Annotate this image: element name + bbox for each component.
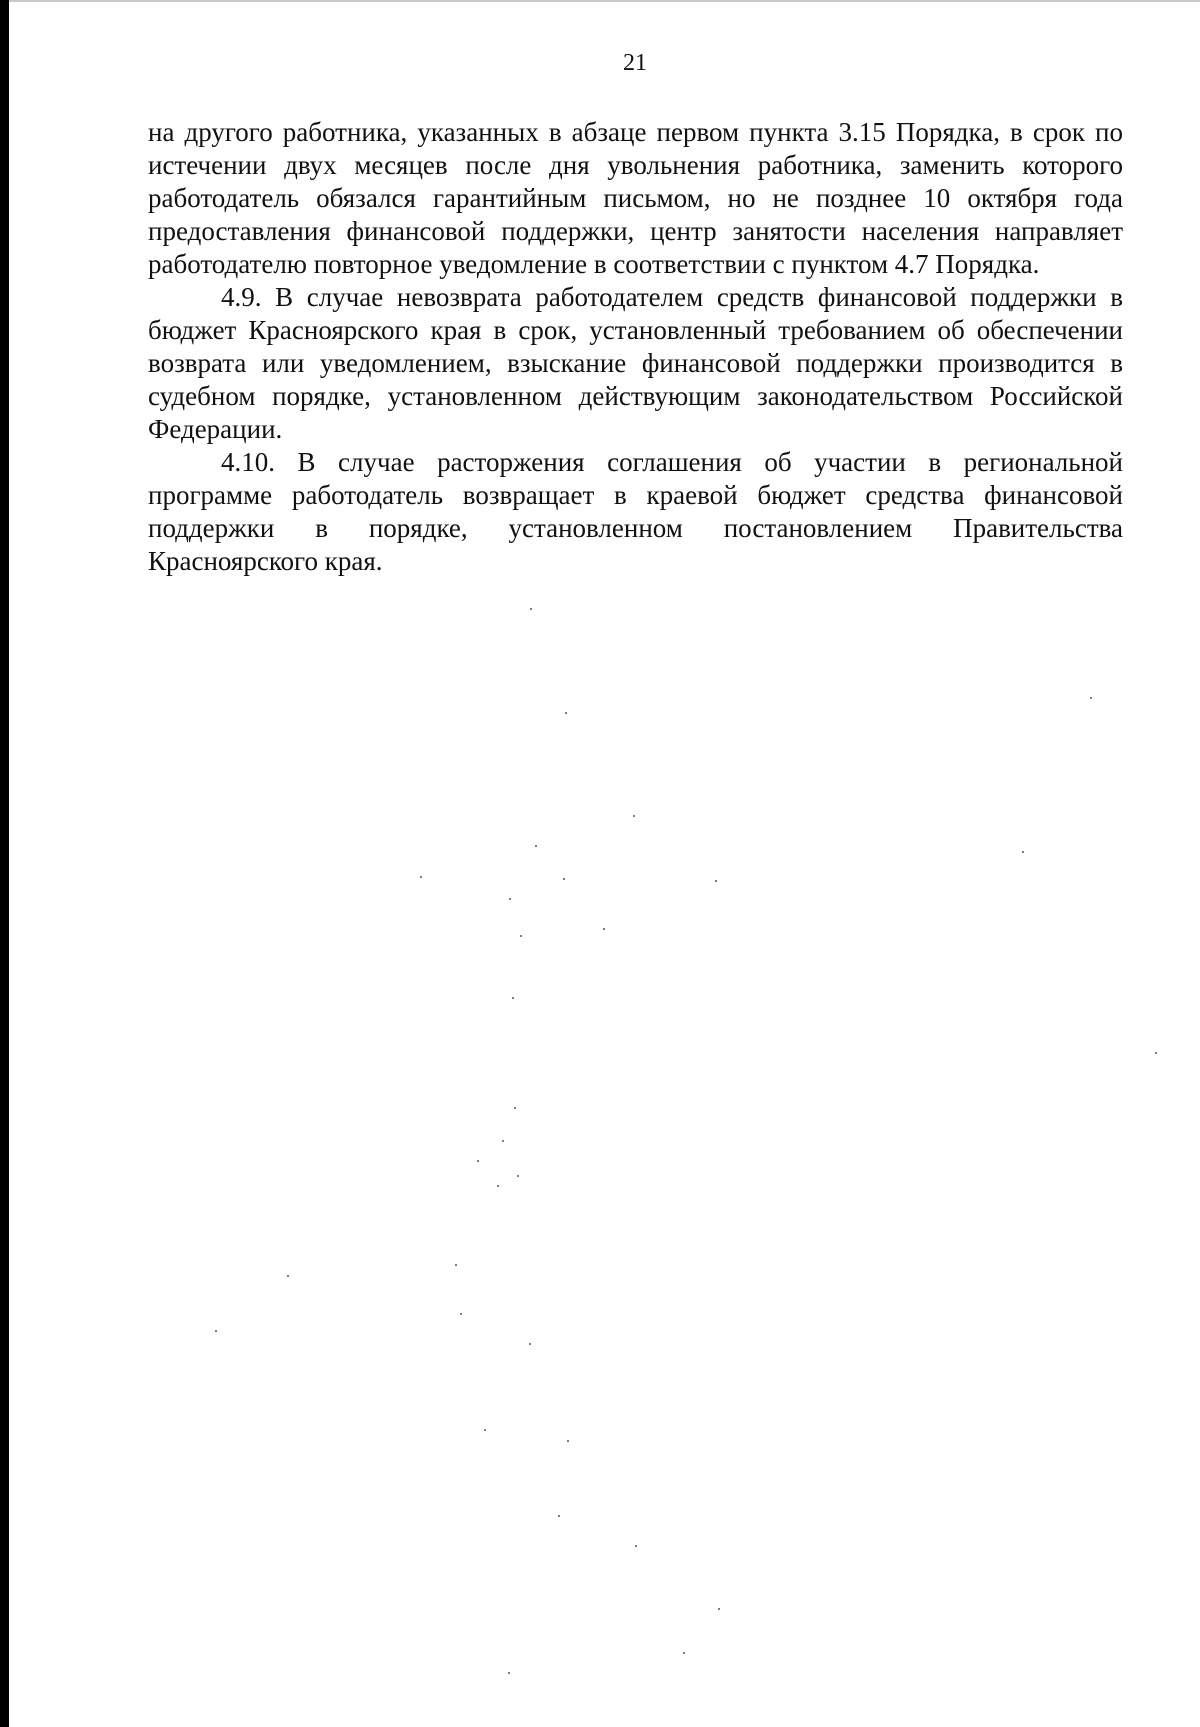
scan-speck xyxy=(565,712,567,714)
scan-speck xyxy=(603,928,605,930)
scan-speck xyxy=(683,1652,685,1654)
scan-speck xyxy=(715,880,717,882)
scan-speck xyxy=(633,815,635,817)
scan-speck xyxy=(460,1313,462,1315)
scan-speck xyxy=(502,1140,504,1142)
scan-speck xyxy=(1155,1052,1157,1054)
scan-speck xyxy=(514,1107,516,1109)
scan-speck xyxy=(529,1343,531,1345)
scan-speck xyxy=(484,1429,486,1431)
paragraph-continuation: на другого работника, указанных в абзаце первом пункта 3.15 Порядка, в срок по истечении двух месяцев после дня увольнения работника, заменить которого работодатель обязался гарантийным письмом, но не позднее 10 октября года предоставления финансовой поддержки, центр занятости населения направляет работодателю повторное уведомление в соответствии с пунктом 4.7 Порядка. xyxy=(148,117,1123,279)
scan-top-edge xyxy=(0,0,1200,2)
scan-speck xyxy=(563,878,565,880)
scan-speck xyxy=(215,1330,217,1332)
scan-speck xyxy=(718,1608,720,1610)
scan-speck xyxy=(520,935,522,937)
scan-speck xyxy=(508,1672,510,1674)
scan-speck xyxy=(509,898,511,900)
scan-speck xyxy=(1090,697,1092,699)
scan-speck xyxy=(530,608,532,610)
scan-speck xyxy=(477,1160,479,1162)
scan-speck xyxy=(497,1185,499,1187)
scan-speck xyxy=(517,1175,519,1177)
paragraph-4-9: 4.9. В случае невозврата работодателем средств финансовой поддержки в бюджет Красноярского края в срок, установленный требованием об обеспечении возврата или уведомлением, взыскание финансовой поддержки производится в судебном порядке, установленном действующим законодательством Российской Федерации. xyxy=(148,282,1123,444)
scan-left-edge xyxy=(0,0,9,1727)
scan-speck xyxy=(567,1440,569,1442)
scan-speck xyxy=(535,845,537,847)
scan-speck xyxy=(635,1545,637,1547)
scan-speck xyxy=(1022,851,1024,853)
document-body xyxy=(148,116,1123,578)
paragraph-4-10: 4.10. В случае расторжения соглашения об участии в региональной программе работодатель возвращает в краевой бюджет средства финансовой поддержки в порядке, установленном постановлением Правительства Красноярского края. xyxy=(148,447,1123,576)
scan-speck xyxy=(287,1275,289,1277)
scan-speck xyxy=(558,1515,560,1517)
scan-speck xyxy=(512,997,514,999)
page-number: 21 xyxy=(623,50,647,76)
scan-speck xyxy=(455,1264,457,1266)
scan-speck xyxy=(420,876,422,878)
